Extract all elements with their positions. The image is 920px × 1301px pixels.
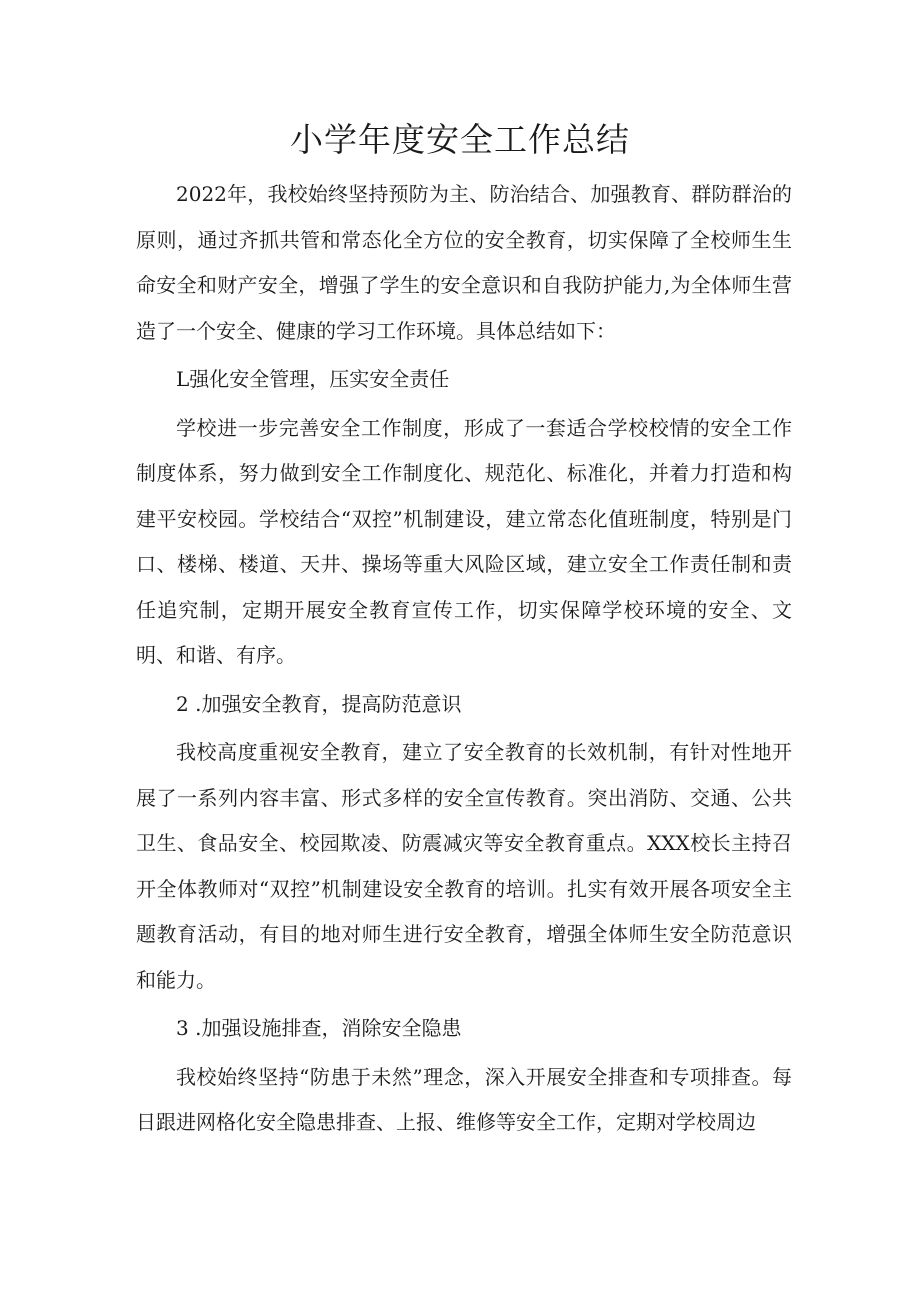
section-heading-2: 2 .加强安全教育，提高防范意识: [176, 691, 462, 716]
document-body: [136, 172, 792, 1146]
section-paragraph-3: 我校始终坚持“防患于未然”理念，深入开展安全排查和专项排查。每日跟进网格化安全隐患排查、上报、维修等安全工作，定期对学校周边: [136, 1064, 792, 1134]
section-heading-1: L强化安全管理，压实安全责任: [176, 367, 450, 391]
section-heading-3: 3 .加强设施排查，消除安全隐患: [176, 1016, 462, 1040]
section-paragraph-1: 学校进一步完善安全工作制度，形成了一套适合学校校情的安全工作制度体系，努力做到安全工作制度化、规范化、标准化，并着力打造和构建平安校园。学校结合“双控”机制建设，建立常态化值班制度，特别是门口、楼梯、楼道、天井、操场等重大风险区域，建立安全工作责任制和责任追究制，定期开展安全教育宣传工作，切实保障学校环境的安全、文明、和谐、有序。: [136, 415, 792, 667]
section-paragraph-2: 我校高度重视安全教育，建立了安全教育的长效机制，有针对性地开展了一系列内容丰富、形式多样的安全宣传教育。突出消防、交通、公共卫生、食品安全、校园欺凌、防震减灾等安全教育重点。XXX校长主持召开全体教师对“双控”机制建设安全教育的培训。扎实有效开展各项安全主题教育活动，有目的地对师生进行安全教育，增强全体师生安全防范意识和能力。: [136, 740, 792, 992]
intro-paragraph: 2022年，我校始终坚持预防为主、防治结合、加强教育、群防群治的原则，通过齐抓共管和常态化全方位的安全教育，切实保障了全校师生生命安全和财产安全，增强了学生的安全意识和自我防护能力,为全体师生营造了一个安全、健康的学习工作环境。具体总结如下：: [136, 182, 792, 343]
document-title: 小学年度安全工作总结: [290, 120, 630, 159]
